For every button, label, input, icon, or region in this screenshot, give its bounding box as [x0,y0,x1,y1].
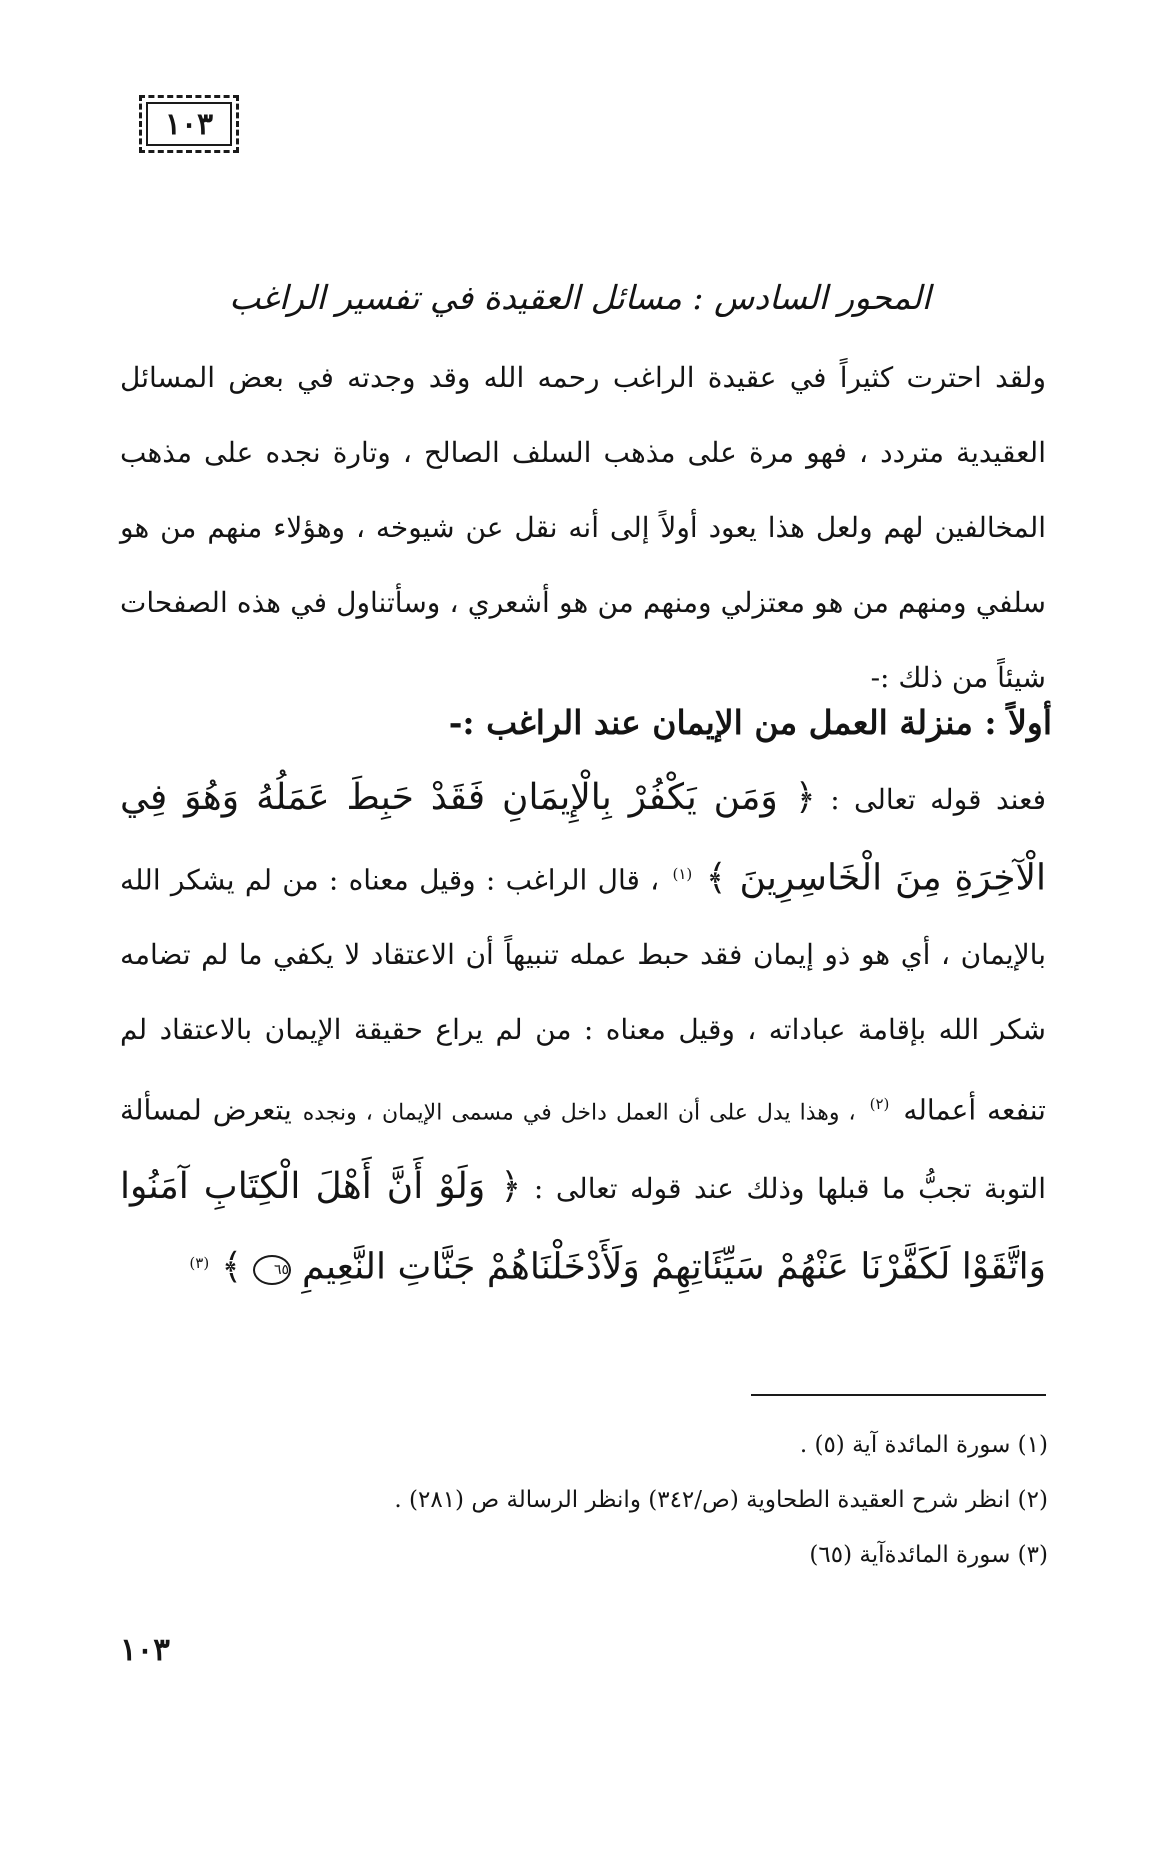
footnote-separator [751,1394,1046,1396]
quran-verse-2-close: ﴾ [221,1245,243,1287]
footnotes [120,1418,1048,1583]
footnote-ref-3: (٣) [189,1253,210,1272]
quran-verse-1: ﴿ وَمَن يَكْفُرْ بِالْإِيمَانِ فَقَدْ حَبِطَ عَمَلُهُ وَهُوَ فِي الْآخِرَةِ مِنَ الْخَاسِرِينَ ﴾ [120,777,1046,899]
footnote-item: (٢) انظر شرح العقيدة الطحاوية (ص/٣٤٢) وانظر الرسالة ص (٢٨١) . [394,1487,1048,1513]
main-text-3: يتعرض لمسألة التوبة تجبُّ ما قبلها وذلك عند قوله تعالى : [120,1093,1046,1205]
page-number-footer: ١٠٣ [120,1632,170,1668]
page-number-header-text: ١٠٣ [164,106,214,142]
footnote-item: (٣) سورة المائدةآية (٦٥) [809,1542,1048,1568]
footnote-ref-2: (٢) [869,1095,890,1114]
main-intro-text: فعند قوله تعالى : [830,783,1046,816]
page-number-header [139,95,239,153]
main-text-1: ، قال الراغب : وقيل معناه : من لم يشكر الله بالإيمان ، أي هو ذو إيمان فقد حبط عمله تنبيهاً أن الاعتقاد لا يكفي ما لم تضامه شكر الله بإقامة عباداته ، وقيل معناه : من لم يراع حقيقة الإيمان بالاعتقاد لم تنفعه أعماله [120,863,1046,1127]
main-paragraph [120,762,1046,1306]
subheading: أولاً : منزلة العمل من الإيمان عند الراغب :- [448,703,1052,742]
main-text-2: ، وهذا يدل على أن العمل داخل في مسمى الإيمان ، ونجده [302,1100,856,1126]
ayah-number-mark: ٦٥ [253,1255,291,1285]
quran-verse-2: ﴿ وَلَوْ أَنَّ أَهْلَ الْكِتَابِ آمَنُوا وَاتَّقَوْا لَكَفَّرْنَا عَنْهُمْ سَيِّئَاتِهِمْ وَلَأَدْخَلْنَاهُمْ جَنَّاتِ النَّعِيمِ [120,1165,1046,1287]
intro-paragraph: ولقد احترت كثيراً في عقيدة الراغب رحمه الله وقد وجدته في بعض المسائل العقيدية متردد ، فهو مرة على مذهب السلف الصالح ، وتارة نجده على مذهب المخالفين لهم ولعل هذا يعود أولاً إلى أنه نقل عن شيوخه ، وهؤلاء منهم من هو سلفي ومنهم من هو معتزلي ومنهم من هو أشعري ، وسأتناول في هذه الصفحات شيئاً من ذلك :- [120,361,1046,694]
footnote-item: (١) سورة المائدة آية (٥) . [799,1432,1048,1458]
section-title: المحور السادس : مسائل العقيدة في تفسير الراغب [229,278,931,317]
footnote-ref-1: (١) [672,865,693,883]
